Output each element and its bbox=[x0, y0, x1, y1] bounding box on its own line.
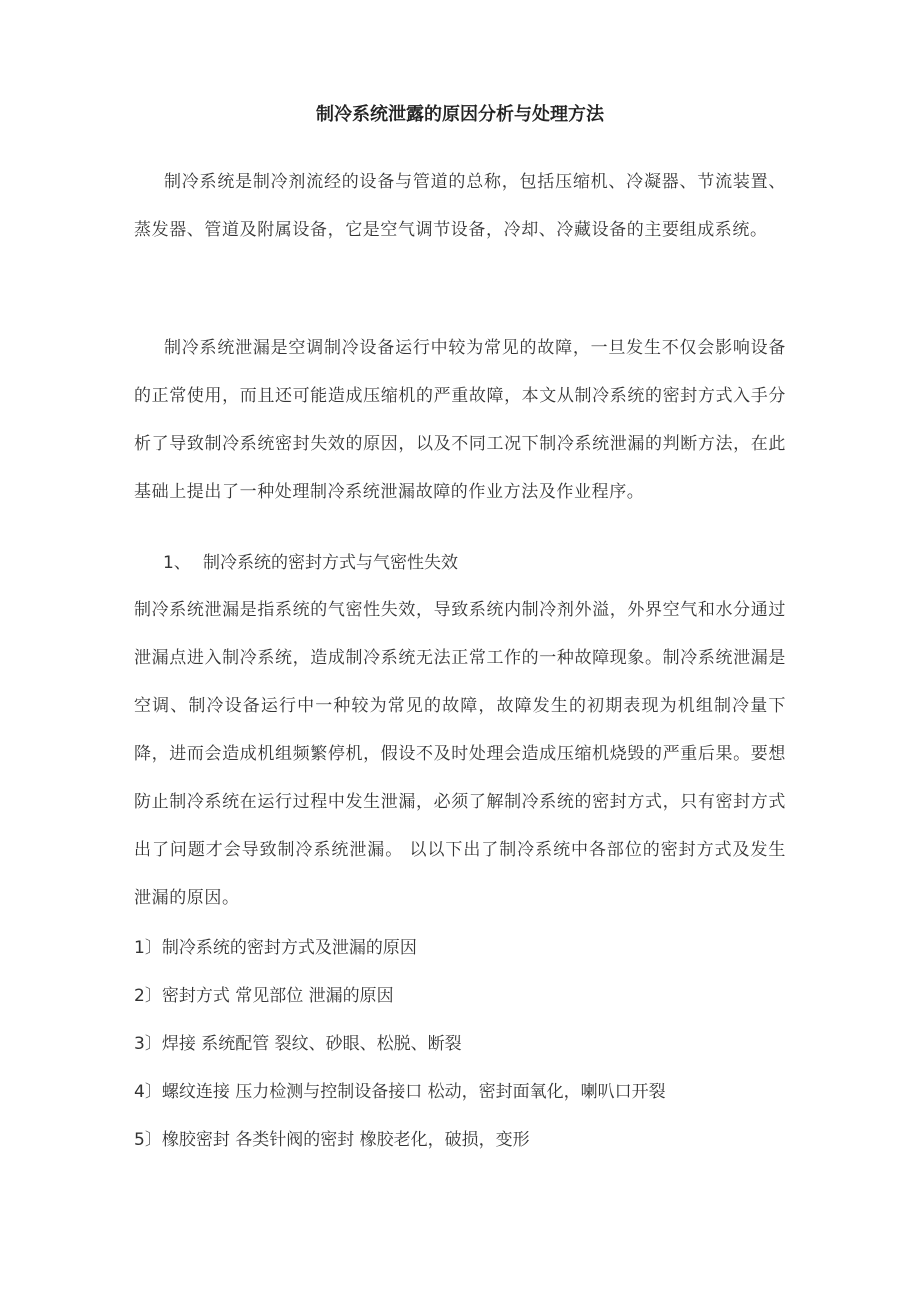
list-item: 2〕密封方式 常见部位 泄漏的原因 bbox=[134, 986, 394, 1006]
section-1-heading bbox=[163, 548, 815, 578]
list-item: 3〕焊接 系统配管 裂纹、砂眼、松脱、断裂 bbox=[134, 1034, 462, 1054]
section-1-body: 制冷系统泄漏是指系统的气密性失效，导致系统内制冷剂外溢，外界空气和水分通过泄漏点进入制冷系统，造成制冷系统无法正常工作的一种故障现象。制冷系统泄漏是空调、制冷设备运行中一种较为常见的故障，故障发生的初期表现为机组制冷量下降，进而会造成机组频繁停机，假设不及时处理会造成压缩机烧毁的严重后果。要想防止制冷系统在运行过程中发生泄漏，必须了解制冷系统的密封方式，只有密封方式出了问题才会导致制冷系统泄漏。 以以下出了制冷系统中各部位的密封方式及发生泄漏的原因。 bbox=[134, 600, 786, 908]
section-1-heading-text: 制冷系统的密封方式与气密性失效 bbox=[203, 553, 458, 573]
intro-paragraph-1: 制冷系统是制冷剂流经的设备与管道的总称，包括压缩机、冷凝器、节流装置、蒸发器、管道及附属设备，它是空气调节设备，冷却、冷藏设备的主要组成系统。 bbox=[134, 172, 786, 240]
list-item: 1〕制冷系统的密封方式及泄漏的原因 bbox=[134, 938, 417, 958]
intro-paragraph-2: 制冷系统泄漏是空调制冷设备运行中较为常见的故障，一旦发生不仅会影响设备的正常使用，而且还可能造成压缩机的严重故障，本文从制冷系统的密封方式入手分析了导致制冷系统密封失效的原因，以及不同工况下制冷系统泄漏的判断方法，在此基础上提出了一种处理制冷系统泄漏故障的作业方法及作业程序。 bbox=[134, 338, 786, 502]
document-title: 制冷系统泄露的原因分析与处理方法 bbox=[316, 104, 604, 125]
list-item: 4〕螺纹连接 压力检测与控制设备接口 松动，密封面氧化，喇叭口开裂 bbox=[134, 1082, 666, 1102]
list-item: 5〕橡胶密封 各类针阀的密封 橡胶老化，破损，变形 bbox=[134, 1130, 530, 1150]
section-1-number: 1、 bbox=[163, 553, 191, 573]
